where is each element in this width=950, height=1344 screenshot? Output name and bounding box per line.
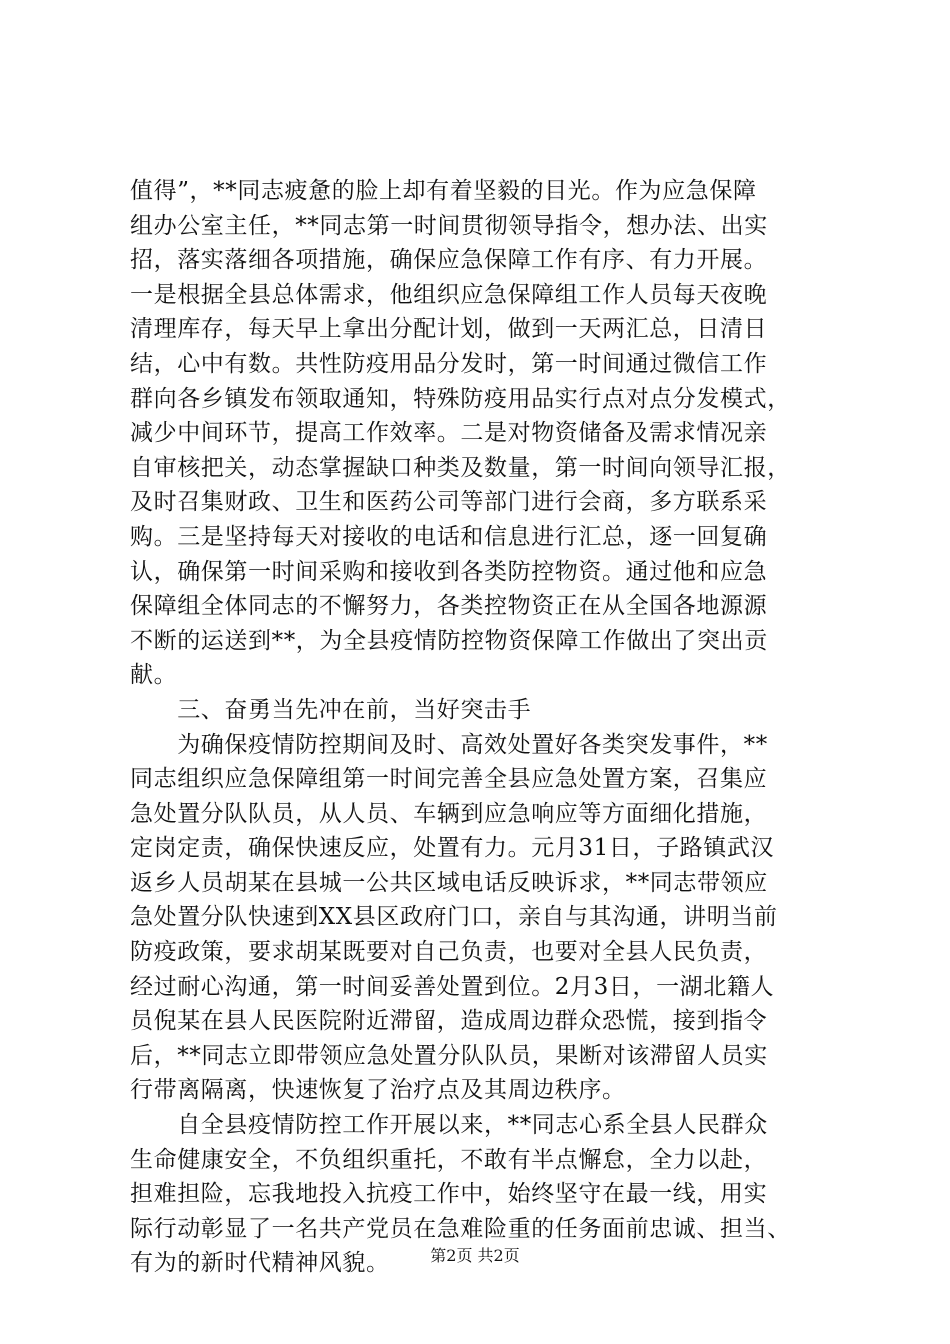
text-line: 自全县疫情防控工作开展以来，**同志心系全县人民群众	[130, 1112, 768, 1139]
text-line: 值得”，**同志疲惫的脸上却有着坚毅的目光。作为应急保障	[130, 178, 757, 204]
text-line: 员倪某在县人民医院附近滞留，造成周边群众恐慌，接到指令	[130, 1008, 768, 1035]
text-line: 购。三是坚持每天对接收的电话和信息进行汇总，逐一回复确	[130, 523, 768, 550]
text-line: 认，确保第一时间采购和接收到各类防控物资。通过他和应急	[130, 558, 768, 585]
document-body	[130, 174, 832, 1281]
text-line: 定岗定责，确保快速反应，处置有力。元月31日，子路镇武汉	[130, 835, 775, 862]
text-line: 组办公室主任，**同志第一时间贯彻领导指令，想办法、出实	[130, 212, 768, 239]
text-line: 清理库存，每天早上拿出分配计划，做到一天两汇总，日清日	[130, 316, 768, 343]
text-line: 一是根据全县总体需求，他组织应急保障组工作人员每天夜晚	[130, 281, 768, 308]
text-line: 行带离隔离，快速恢复了治疗点及其周边秩序。	[130, 1077, 626, 1104]
text-line: 献。	[130, 662, 178, 689]
page-footer: 第2页 共2页	[430, 1246, 520, 1265]
text-line: 有为的新时代精神风貌。	[130, 1250, 390, 1277]
text-line: 防疫政策，要求胡某既要对自己负责，也要对全县人民负责，	[130, 939, 768, 966]
text-line: 招，落实落细各项措施，确保应急保障工作有序、有力开展。	[130, 247, 768, 274]
text-line: 结，心中有数。共性防疫用品分发时，第一时间通过微信工作	[130, 350, 768, 377]
text-line: 减少中间环节，提高工作效率。二是对物资储备及需求情况亲	[130, 420, 768, 447]
text-line: 同志组织应急保障组第一时间完善全县应急处置方案，召集应	[130, 766, 768, 793]
text-line: 自审核把关，动态掌握缺口种类及数量，第一时间向领导汇报，	[130, 454, 791, 481]
text-line: 际行动彰显了一名共产党员在急难险重的任务面前忠诚、担当、	[130, 1215, 791, 1242]
text-line: 担难担险，忘我地投入抗疫工作中，始终坚守在最一线，用实	[130, 1181, 768, 1208]
text-line: 急处置分队队员，从人员、车辆到应急响应等方面细化措施，	[130, 800, 768, 827]
text-line: 后，**同志立即带领应急处置分队队员，果断对该滞留人员实	[130, 1042, 768, 1069]
text-line: 保障组全体同志的不懈努力，各类控物资正在从全国各地源源	[130, 593, 768, 620]
text-line: 急处置分队快速到XX县区政府门口，亲自与其沟通，讲明当前	[130, 904, 778, 931]
text-line: 生命健康安全，不负组织重托，不敢有半点懈怠，全力以赴，	[130, 1146, 768, 1173]
text-line: 返乡人员胡某在县城一公共区域电话反映诉求，**同志带领应	[130, 869, 768, 896]
text-line: 经过耐心沟通，第一时间妥善处置到位。2月3日，一湖北籍人	[130, 973, 775, 1000]
text-line: 及时召集财政、卫生和医药公司等部门进行会商，多方联系采	[130, 489, 768, 516]
text-line: 群向各乡镇发布领取通知，特殊防疫用品实行点对点分发模式，	[130, 385, 791, 412]
section-heading: 三、奋勇当先冲在前，当好突击手	[130, 696, 532, 723]
text-line: 不断的运送到**，为全县疫情防控物资保障工作做出了突出贡	[130, 627, 768, 654]
text-line: 为确保疫情防控期间及时、高效处置好各类突发事件，**	[130, 731, 768, 758]
